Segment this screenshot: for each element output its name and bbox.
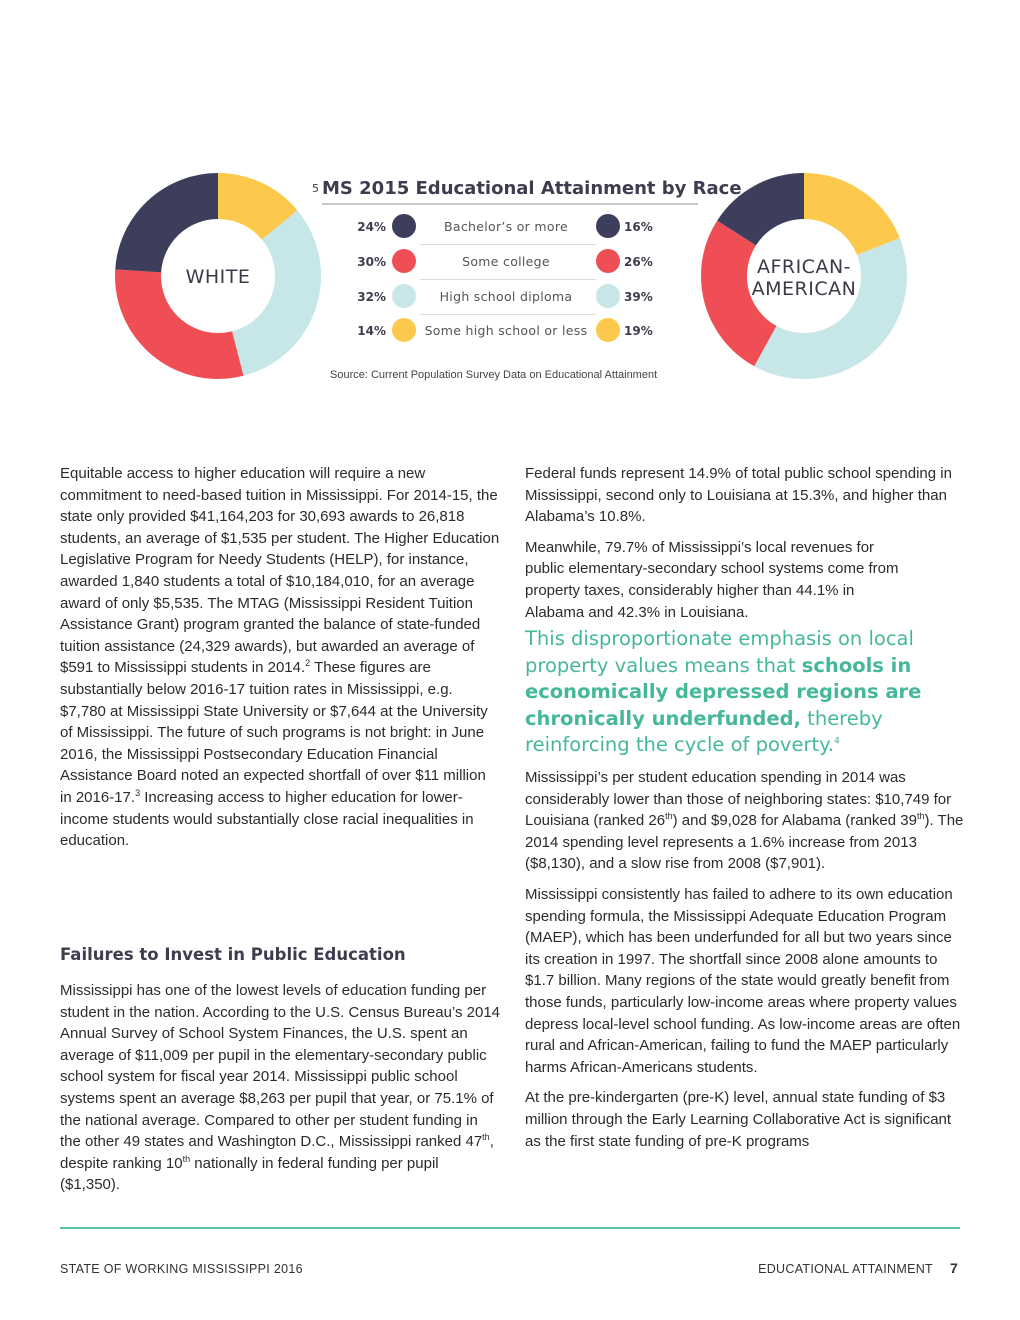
- chart-title: MS 2015 Educational Attainment by Race: [322, 178, 742, 199]
- right-column-bottom: [525, 767, 965, 1161]
- paragraph: Meanwhile, 79.7% of Mississippi’s local revenues for public elementary-secondary school systems come from property taxes, considerably higher than 44.1% in Alabama and 42.3% in Louisiana.: [525, 538, 899, 621]
- legend-category-label: Some high school or less: [424, 323, 588, 338]
- text: ). The 2014 spending level represents a 1.6% increase from 2013 ($8,130), and a slow rise from 2008 ($7,901).: [525, 812, 964, 873]
- left-column: [60, 463, 500, 861]
- legend-category-label: High school diploma: [439, 289, 573, 304]
- text: nationally in federal funding per pupil ($1,350).: [60, 1154, 439, 1194]
- text: ) and $9,028 for Alabama (ranked 39: [672, 812, 917, 830]
- right-column-top: [525, 463, 960, 632]
- footnote-ref: 4: [834, 736, 840, 747]
- white-value-label: 14%: [357, 324, 386, 338]
- aa-label-line1: AFRICAN-: [756, 256, 852, 278]
- title-underline: [322, 203, 698, 205]
- white-value-label: 32%: [357, 290, 386, 304]
- figure-number: 5: [312, 182, 319, 195]
- paragraph: [60, 463, 500, 852]
- aa-value-label: 16%: [624, 220, 653, 234]
- text: Increasing access to higher education for lower-income students would substantially close racial inequalities in education.: [60, 788, 474, 850]
- legend-category-label: Some college: [462, 254, 550, 269]
- white-donut-label: WHITE: [185, 266, 251, 288]
- figure-title: [312, 178, 742, 199]
- legend-swatch: [596, 284, 620, 308]
- text: Mississippi has one of the lowest levels of education funding per student in the nation. According to the U.S. Census Bureau’s 2014 Annual Survey of School System Finances, the U.S. spent an average of $11,009 per pupil in the elementary-secondary public school system for fiscal year 2014. Mississippi public school systems spent an average $8,263 per pupil that year, or 75.1% of the national average. Compared to other per student funding in the other 49 states and Washington D.C., Mississippi ranked 47: [60, 982, 501, 1151]
- footnote-ref: 2: [305, 658, 311, 669]
- legend-row-some-hs: [340, 314, 670, 348]
- ordinal-suffix: th: [182, 1153, 191, 1164]
- legend-row-some-college: [340, 245, 670, 279]
- footer-section: EDUCATIONAL ATTAINMENT: [758, 1262, 933, 1276]
- legend-swatch: [596, 214, 620, 238]
- ordinal-suffix: th: [916, 811, 925, 822]
- legend-category-label: Bachelor’s or more: [444, 219, 568, 234]
- text: thereby reinforcing the cycle of poverty.: [525, 706, 883, 756]
- text: , despite ranking 10: [60, 1133, 494, 1172]
- white-value-label: 24%: [357, 220, 386, 234]
- legend-swatch: [596, 318, 620, 342]
- page-number: 7: [950, 1260, 958, 1276]
- white-value-label: 30%: [357, 255, 386, 269]
- text: Mississippi’s per student education spending in 2014 was considerably lower than those of neighboring states: $10,749 for Louisiana (ranked 26: [525, 769, 952, 830]
- african-american-donut-label: [740, 256, 868, 300]
- ordinal-suffix: th: [665, 811, 673, 822]
- aa-value-label: 19%: [624, 324, 653, 338]
- paragraph: Federal funds represent 14.9% of total public school spending in Mississippi, second only to Louisiana at 15.3%, and higher than Alabama’s 10.8%.: [525, 465, 952, 526]
- aa-value-label: 39%: [624, 290, 653, 304]
- legend-swatch: [596, 249, 620, 273]
- footnote-ref: 3: [135, 787, 141, 798]
- left-column-section: [60, 980, 500, 1205]
- pull-quote-emphasis: schools in economically depressed regions are chronically underfunded,: [525, 653, 922, 730]
- legend-swatch: [392, 318, 416, 342]
- chart-source: Source: Current Population Survey Data on Educational Attainment: [330, 369, 658, 381]
- paragraph: [525, 767, 965, 875]
- legend-row-hs-diploma: [340, 280, 670, 314]
- legend-swatch: [392, 214, 416, 238]
- legend-row-bachelors: [340, 210, 670, 244]
- footer-divider: [60, 1227, 960, 1229]
- paragraph: [60, 980, 500, 1196]
- aa-label-line2: AMERICAN: [751, 278, 857, 300]
- legend-swatch: [392, 249, 416, 273]
- legend-swatch: [392, 284, 416, 308]
- pull-quote: [525, 626, 945, 759]
- paragraph: Mississippi consistently has failed to adhere to its own education spending formula, the Mississippi Adequate Education Program (MAEP), which has been underfunded for all but two years since its creation in 1997. The shortfall since 2008 alone amounts to $1.7 billion. Many regions of the state would greatly benefit from those funds, particularly low-income areas where property values depress local-level school funding. As low-income areas are often rural and African-American, failing to fund the MAEP particularly harms African-Americans students.: [525, 885, 961, 1076]
- text: These figures are substantially below 2016-17 tuition rates in Mississippi, e.g. $7,780 at Mississippi State University or $7,644 at the University of Mississippi. The future of such programs is not bright: in June 2016, the Mississippi Postsecondary Education Financial Assistance Board noted an expected shortfall of over $11 million in 2016-17.: [60, 659, 488, 806]
- text: Equitable access to higher education will require a new commitment to need-based tuition in Mississippi. For 2014-15, the state only provided $41,164,203 for 30,693 awards to 26,818 students, an average of $1,535 per student. The Higher Education Legislative Program for Needy Students (HELP), for instance, awarded 1,840 students a total of $10,184,010, for an average award of only $5,535. The MTAG (Mississippi Resident Tuition Assistance Grant) program granted the balance of state-funded tuition assistance (24,329 awards), but awarded an average of $591 to Mississippi students in 2014.: [60, 465, 500, 677]
- text: This disproportionate emphasis on local property values means that: [525, 627, 914, 677]
- ordinal-suffix: th: [482, 1132, 490, 1143]
- footer-publication: STATE OF WORKING MISSISSIPPI 2016: [60, 1262, 303, 1276]
- paragraph: At the pre-kindergarten (pre-K) level, annual state funding of $3 million through the Early Learning Collaborative Act is significant as the first state funding of pre-K programs: [525, 1089, 952, 1150]
- section-heading: Failures to Invest in Public Education: [60, 945, 406, 964]
- aa-value-label: 26%: [624, 255, 653, 269]
